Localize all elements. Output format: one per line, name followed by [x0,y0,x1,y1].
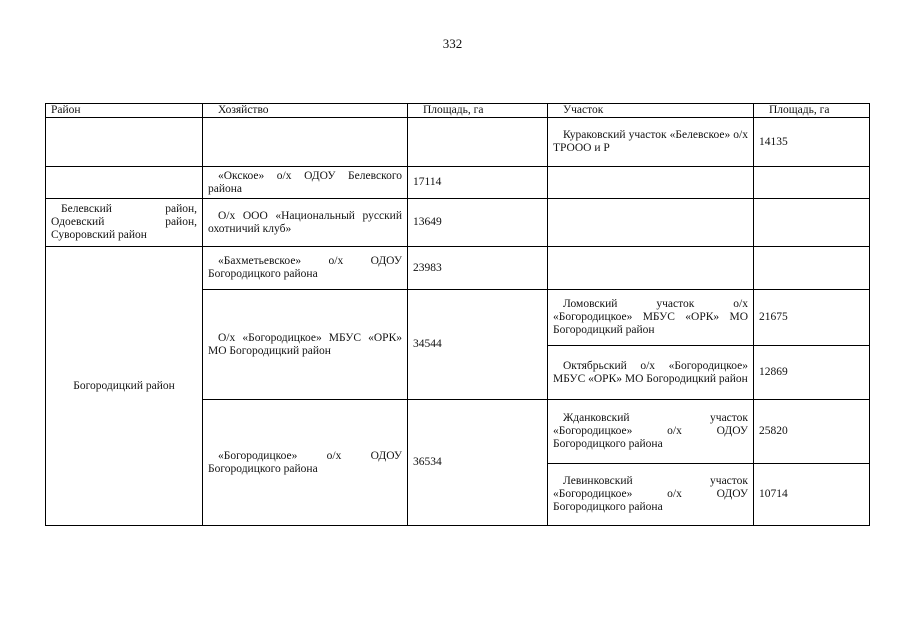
table-row [46,247,870,290]
farm-cell: «Бахметьевское» о/х ОДОУ Богородицкого района [203,247,408,290]
farm-area-cell [408,118,548,167]
hunting-grounds-table [45,103,870,526]
district-cell: Белевский район, Одоевский район, Суворовский район [46,199,203,247]
plot-cell: Левинковский участок «Богородицкое» о/х ОДОУ Богородицкого района [548,464,754,526]
table-row [46,118,870,167]
plot-area-cell: 21675 [754,290,870,346]
farm-area-cell: 23983 [408,247,548,290]
plot-cell: Октябрьский о/х «Богородицкое» МБУС «ОРК» МО Богородицкий район [548,346,754,400]
plot-area-cell: 10714 [754,464,870,526]
header-plot-area: Площадь, га [754,104,870,118]
farm-area-cell: 13649 [408,199,548,247]
header-plot: Участок [548,104,754,118]
farm-cell: О/х «Богородицкое» МБУС «ОРК» МО Богородицкий район [203,290,408,400]
farm-cell: О/х ООО «Национальный русский охотничий клуб» [203,199,408,247]
plot-area-cell: 14135 [754,118,870,167]
district-cell [46,118,203,167]
farm-area-cell: 17114 [408,167,548,199]
plot-cell [548,247,754,290]
farm-area-cell: 34544 [408,290,548,400]
plot-cell [548,167,754,199]
plot-cell: Жданковский участок «Богородицкое» о/х ОДОУ Богородицкого района [548,400,754,464]
header-district: Район [46,104,203,118]
plot-area-cell [754,199,870,247]
farm-cell: «Богородицкое» о/х ОДОУ Богородицкого района [203,400,408,526]
farm-area-cell: 36534 [408,400,548,526]
farm-cell: «Окское» о/х ОДОУ Белевского района [203,167,408,199]
plot-area-cell [754,247,870,290]
plot-area-cell: 25820 [754,400,870,464]
table-row [46,167,870,199]
plot-cell: Кураковский участок «Белевское» о/х ТРООО и Р [548,118,754,167]
plot-area-cell: 12869 [754,346,870,400]
plot-cell [548,199,754,247]
district-cell [46,167,203,199]
header-farm-area: Площадь, га [408,104,548,118]
table-row [46,199,870,247]
farm-cell [203,118,408,167]
district-cell: Богородицкий район [46,247,203,526]
plot-cell: Ломовский участок о/х «Богородицкое» МБУС «ОРК» МО Богородицкий район [548,290,754,346]
table-header-row [46,104,870,118]
page-number: 332 [442,36,463,51]
plot-area-cell [754,167,870,199]
header-farm: Хозяйство [203,104,408,118]
